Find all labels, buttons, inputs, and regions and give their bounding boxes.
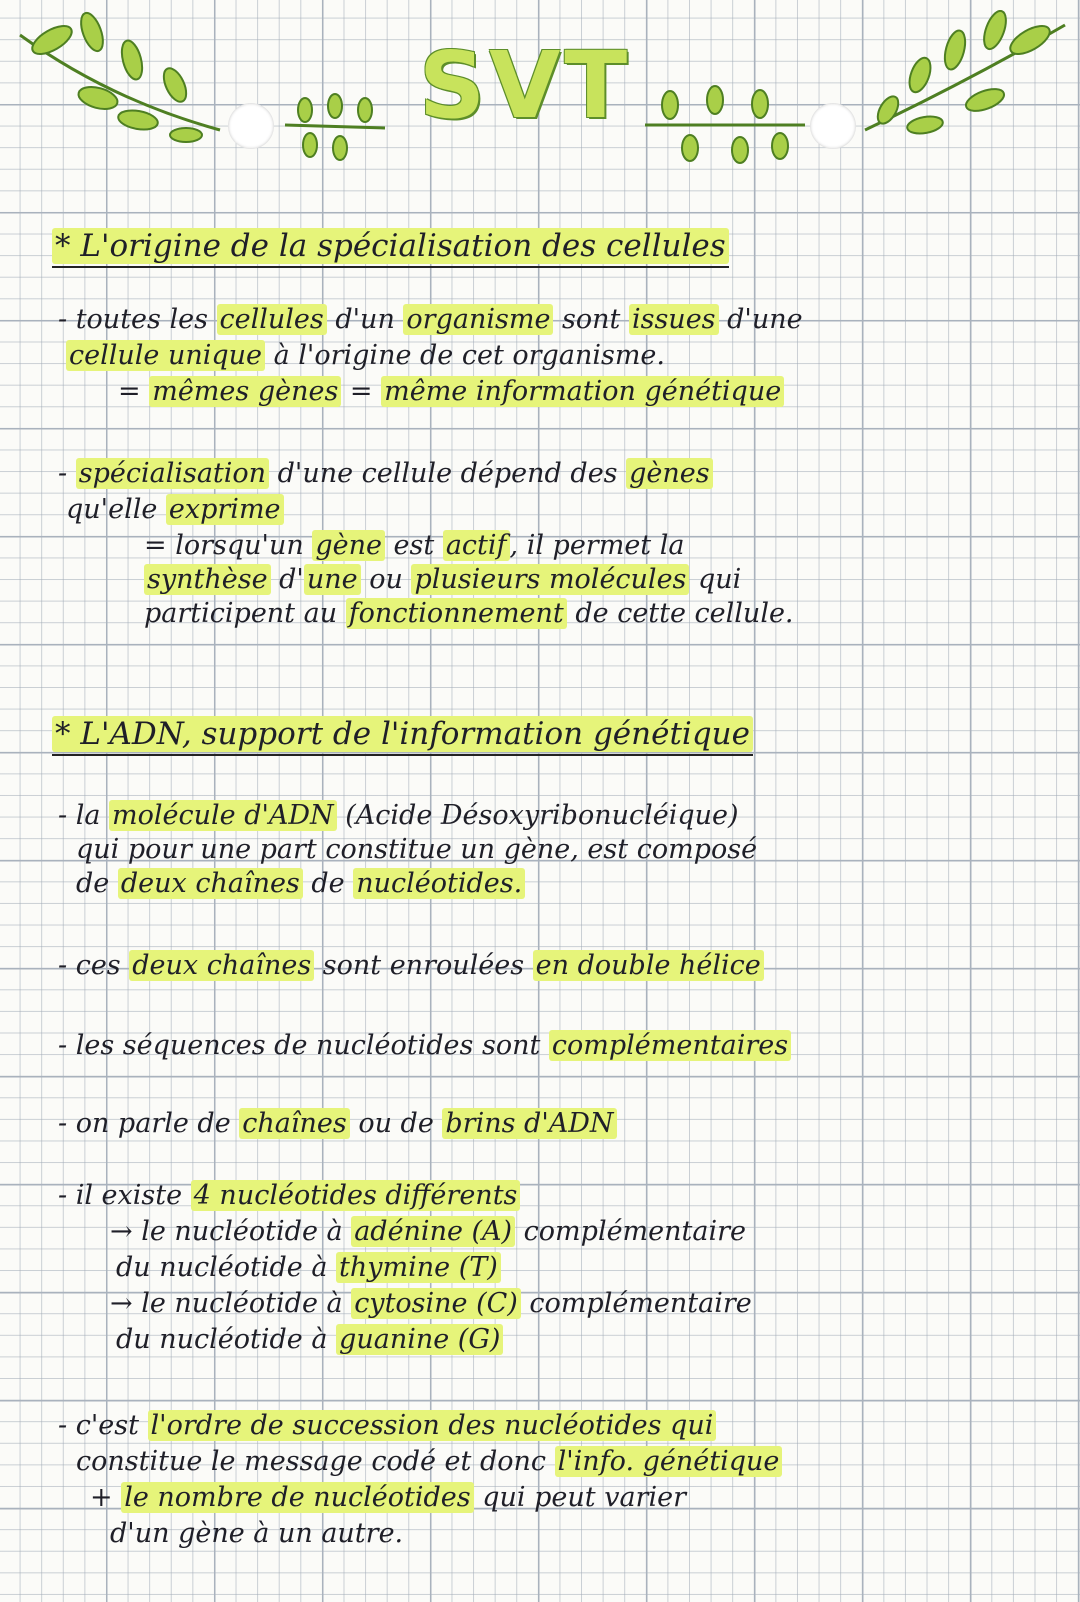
section-heading-adn bbox=[52, 716, 753, 756]
text-line: - il existe 4 nucléotides différents bbox=[58, 1180, 520, 1212]
leaf-branch-icon bbox=[860, 10, 1070, 140]
heading-text: * L'origine de la spécialisation des cellules bbox=[52, 228, 729, 264]
section-heading-specialisation bbox=[52, 228, 729, 268]
punch-hole-right bbox=[810, 103, 856, 149]
text-line: d'un gène à un autre. bbox=[110, 1518, 404, 1549]
text-line: = lorsqu'un gène est actif , il permet la bbox=[144, 530, 685, 561]
page-title: SVT bbox=[418, 32, 632, 139]
text-line: qui pour une part constitue un gène, est composé bbox=[76, 834, 758, 865]
punch-hole-left bbox=[228, 103, 274, 149]
text-line: du nucléotide à thymine (T) bbox=[116, 1252, 501, 1284]
text-line: → le nucléotide à cytosine (C) complémentaire bbox=[110, 1288, 752, 1319]
text-line: constitue le message codé et donc l'info. génétique bbox=[76, 1446, 782, 1478]
text-line: qu'elle exprime bbox=[66, 494, 284, 526]
heading-text: * L'ADN, support de l'information génétique bbox=[52, 716, 753, 752]
text-line: synthèse d' une ou plusieurs molécules qui bbox=[144, 564, 741, 596]
text-line: - c'est l'ordre de succession des nucléotides qui bbox=[58, 1410, 716, 1442]
text-line: + le nombre de nucléotides qui peut varier bbox=[90, 1482, 686, 1513]
text-line: - on parle de chaînes ou de brins d'ADN bbox=[58, 1108, 617, 1140]
text-line: cellule unique à l'origine de cet organisme. bbox=[66, 340, 665, 372]
text-line: = mêmes gènes = même information génétique bbox=[118, 376, 784, 408]
text-line: de deux chaînes de nucléotides. bbox=[76, 868, 525, 900]
text-line: - les séquences de nucléotides sont complémentaires bbox=[58, 1030, 791, 1062]
text-line: - toutes les cellules d'un organisme sont issues d'une bbox=[58, 304, 803, 335]
text-line: → le nucléotide à adénine (A) complémentaire bbox=[110, 1216, 746, 1247]
text-line: du nucléotide à guanine (G) bbox=[116, 1324, 503, 1356]
text-line: - ces deux chaînes sont enroulées en double hélice bbox=[58, 950, 764, 982]
leaf-branch-icon bbox=[280, 90, 390, 170]
text-line: - spécialisation d'une cellule dépend des gènes bbox=[58, 458, 713, 490]
text-line: participent au fonctionnement de cette cellule. bbox=[144, 598, 794, 629]
text-line: - la molécule d'ADN (Acide Désoxyribonucléique) bbox=[58, 800, 739, 831]
leaf-branch-icon bbox=[640, 80, 810, 170]
leaf-branch-icon bbox=[10, 10, 225, 145]
